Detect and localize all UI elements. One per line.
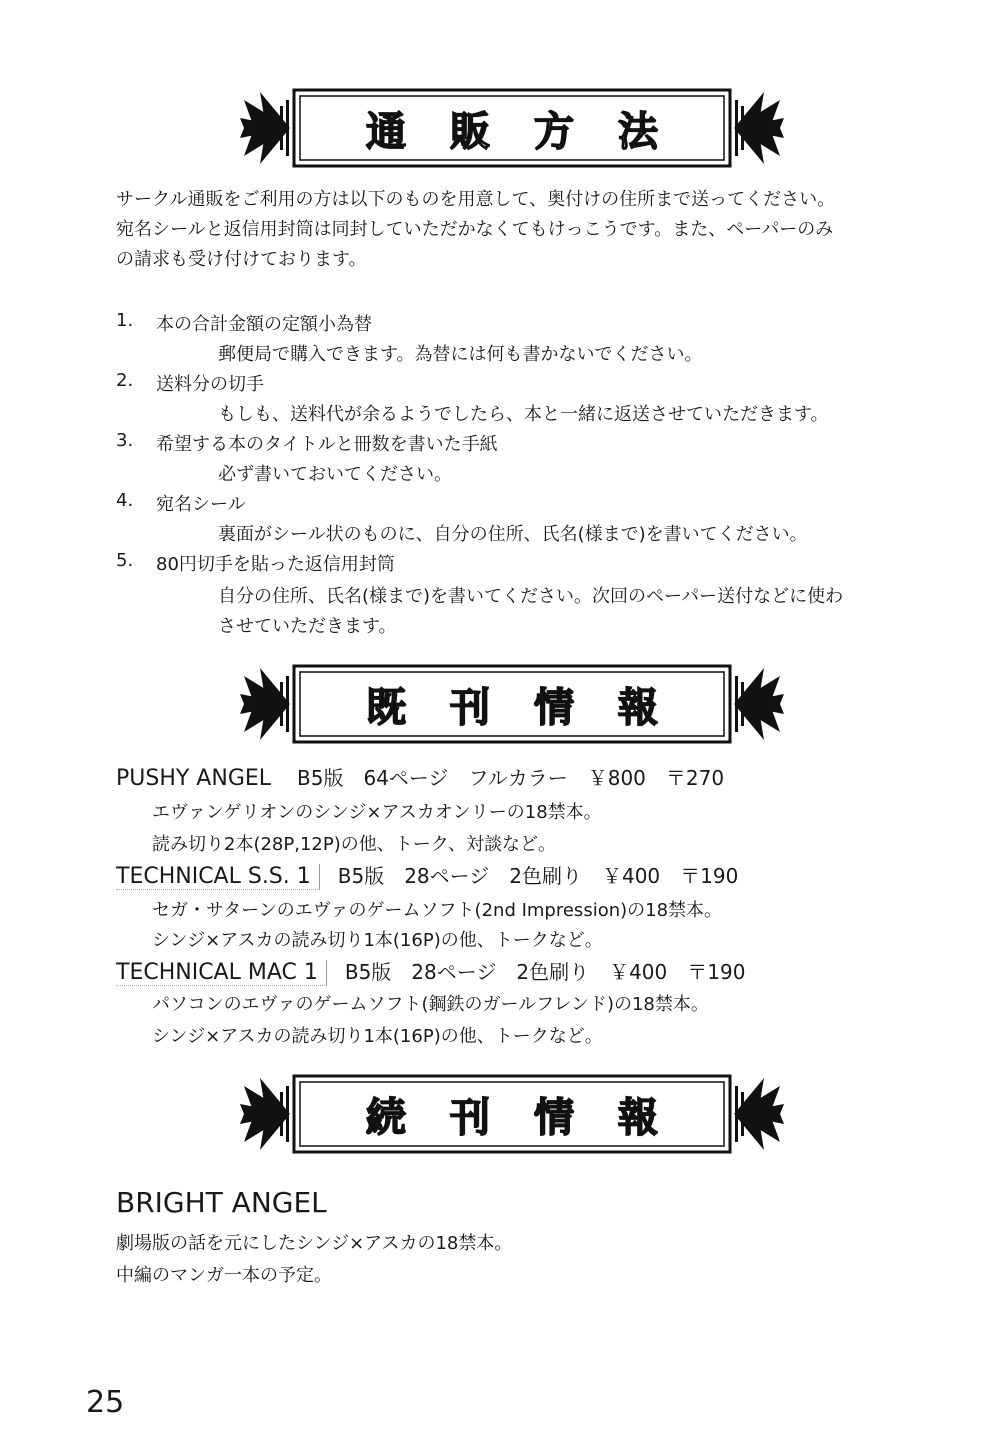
step-number: 2. [116, 370, 134, 391]
step-number: 5. [116, 550, 134, 571]
step-title: 希望する本のタイトルと冊数を書いた手紙 [156, 434, 498, 455]
intro-line: の請求も受け付けております。 [116, 249, 367, 270]
upcoming-description: 劇場版の話を元にしたシンジ×アスカの18禁本。 [116, 1233, 513, 1254]
section-banner-upcoming [238, 1072, 786, 1156]
step-detail: もしも、送料代が余るようでしたら、本と一緒に返送させていただきます。 [218, 404, 829, 425]
upcoming-description: 中編のマンガ一本の予定。 [116, 1265, 332, 1286]
section-title: 既刊情報 [366, 684, 702, 731]
step-number: 1. [116, 310, 134, 331]
book-meta: B5版 28ページ 2色刷り ￥400 〒190 [344, 960, 746, 984]
intro-line: 宛名シールと返信用封筒は同封していただかなくてもけっこうです。また、ペーパーのみ [116, 219, 834, 240]
section-banner-published [238, 662, 786, 746]
section-banner-mail-order [238, 86, 786, 170]
step-detail: 裏面がシール状のものに、自分の住所、氏名(様まで)を書いてください。 [218, 524, 808, 545]
step-number: 4. [116, 490, 134, 511]
book-meta: B5版 64ページ フルカラー ￥800 〒270 [297, 766, 725, 790]
step-detail: させていただきます。 [218, 616, 397, 637]
intro-line: サークル通販をご利用の方は以下のものを用意して、奥付けの住所まで送ってください。 [116, 189, 836, 210]
page-number: 25 [86, 1385, 125, 1420]
book-description: 読み切り2本(28P,12P)の他、トーク、対談など。 [152, 834, 557, 855]
book-entry-header [116, 762, 724, 791]
right-fan-ornament [734, 668, 784, 740]
book-description: セガ・サターンのエヴァのゲームソフト(2nd Impression)の18禁本。 [152, 900, 723, 921]
step-detail: 必ず書いておいてください。 [218, 464, 452, 485]
step-detail: 自分の住所、氏名(様まで)を書いてください。次回のペーパー送付などに使わ [218, 586, 844, 607]
right-fan-ornament [734, 92, 784, 164]
step-number: 3. [116, 430, 134, 451]
left-fan-ornament [240, 668, 290, 740]
right-fan-ornament [734, 1078, 784, 1150]
book-meta: B5版 28ページ 2色刷り ￥400 〒190 [337, 864, 739, 888]
left-fan-ornament [240, 1078, 290, 1150]
upcoming-book-title: BRIGHT ANGEL [116, 1186, 327, 1219]
section-title: 続刊情報 [366, 1094, 702, 1141]
left-fan-ornament [240, 92, 290, 164]
step-title: 送料分の切手 [156, 374, 264, 395]
book-entry-header [116, 860, 738, 890]
book-title: PUSHY ANGEL [116, 766, 272, 791]
book-description: シンジ×アスカの読み切り1本(16P)の他、トークなど。 [152, 930, 603, 951]
section-title: 通販方法 [366, 108, 702, 155]
book-title: TECHNICAL MAC 1 [116, 960, 327, 986]
step-title: 本の合計金額の定額小為替 [156, 314, 372, 335]
book-description: エヴァンゲリオンのシンジ×アスカオンリーの18禁本。 [152, 802, 602, 823]
step-title: 80円切手を貼った返信用封筒 [156, 554, 395, 575]
step-title: 宛名シール [156, 494, 246, 515]
book-description: シンジ×アスカの読み切り1本(16P)の他、トークなど。 [152, 1026, 603, 1047]
step-detail: 郵便局で購入できます。為替には何も書かないでください。 [218, 344, 703, 365]
book-entry-header [116, 956, 745, 986]
book-title: TECHNICAL S.S. 1 [116, 864, 320, 890]
book-description: パソコンのエヴァのゲームソフト(鋼鉄のガールフレンド)の18禁本。 [152, 994, 709, 1015]
